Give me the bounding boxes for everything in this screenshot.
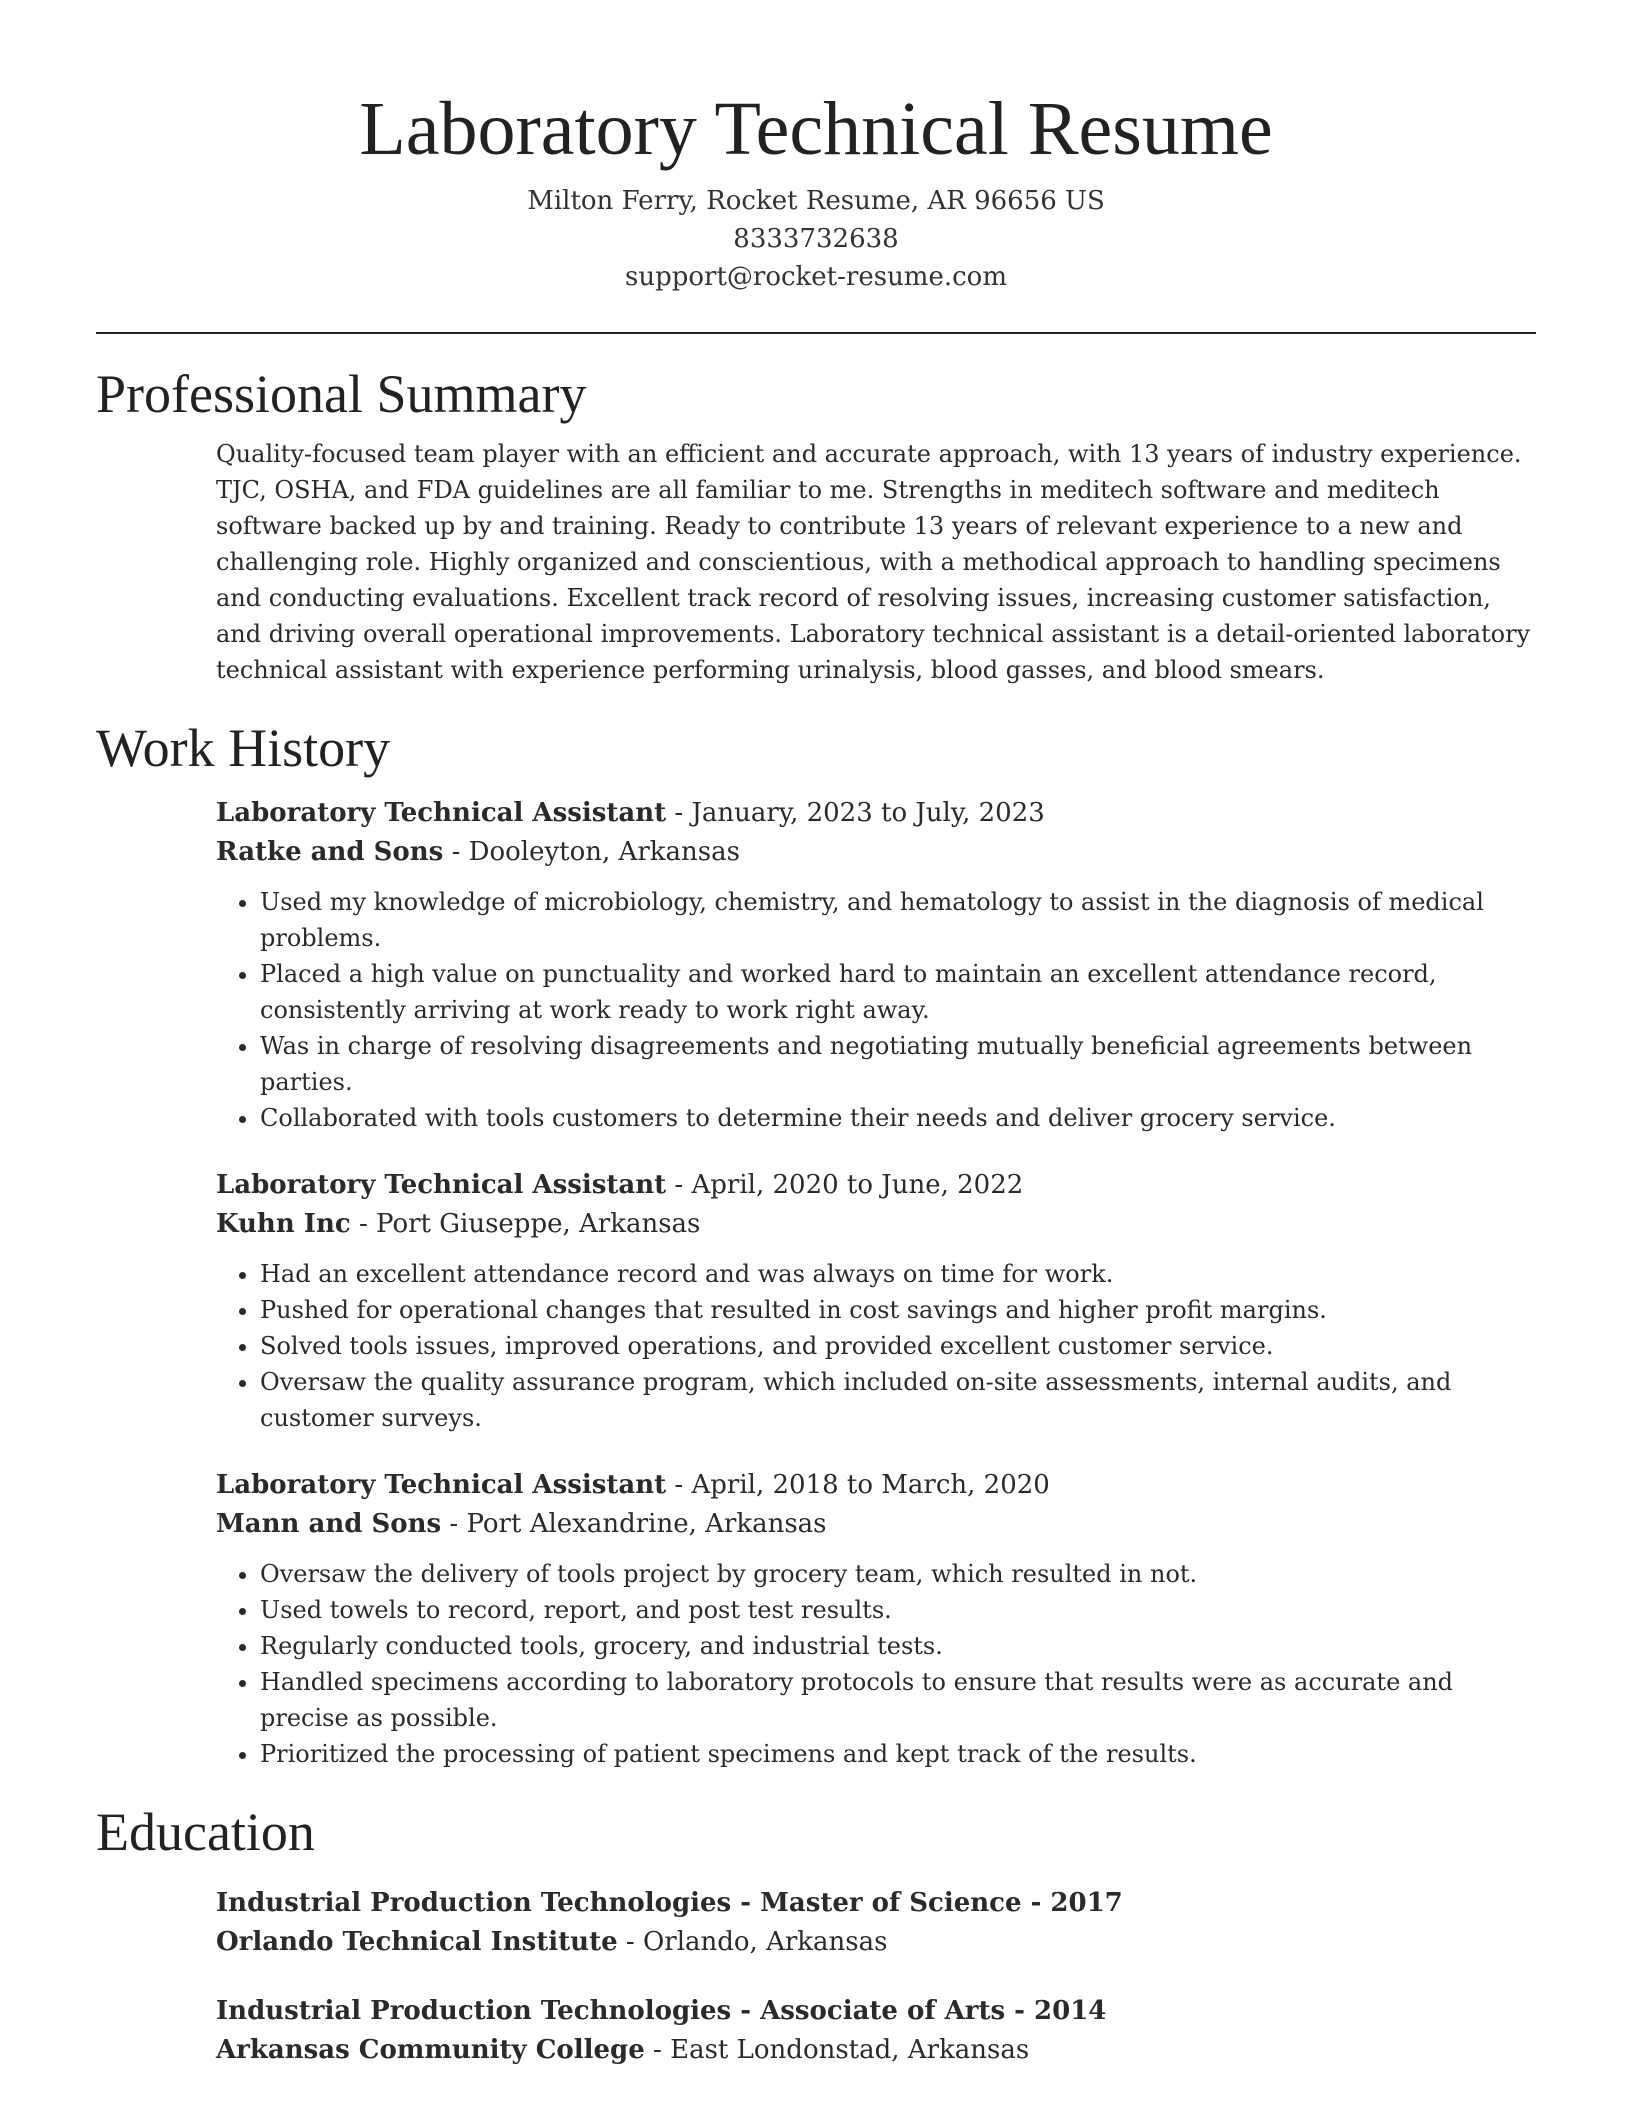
job-dates: - January, 2023 to July, 2023 [666, 798, 1045, 828]
job-bullet: • Prioritized the processing of patient specimens and kept track of the results. [260, 1736, 1536, 1772]
job-title: Laboratory Technical Assistant [216, 1470, 667, 1500]
job-bullet: • Pushed for operational changes that resulted in cost savings and higher profit margins. [260, 1292, 1536, 1328]
job-dates: - April, 2020 to June, 2022 [666, 1170, 1024, 1200]
job-company: Mann and Sons [216, 1509, 442, 1539]
job-title-line [216, 794, 1536, 833]
job-dates: - April, 2018 to March, 2020 [666, 1470, 1050, 1500]
education-degree: Industrial Production Technologies - Master of Science - 2017 [216, 1888, 1123, 1918]
job-company: Kuhn Inc [216, 1209, 351, 1239]
education-school: Arkansas Community College [216, 2035, 645, 2065]
job-company: Ratke and Sons [216, 837, 444, 867]
job-bullet: • Had an excellent attendance record and was always on time for work. [260, 1256, 1536, 1292]
summary-text: Quality-focused team player with an efficient and accurate approach, with 13 years of industry experience. TJC, OSHA, and FDA guidelines are all familiar to me. Strengths in meditech software and meditech software backed up by and training. Ready to contribute 13 years of relevant experience to a new and challenging role. Highly organized and conscientious, with a methodical approach to handling specimens and conducting evaluations. Excellent track record of resolving issues, increasing customer satisfaction, and driving overall operational improvements. Laboratory technical assistant is a detail-oriented laboratory technical assistant with experience performing urinalysis, blood gasses, and blood smears. [216, 440, 1531, 684]
education-location: - Orlando, Arkansas [617, 1927, 888, 1957]
job-title-line [216, 1166, 1536, 1205]
education-school-line [216, 1923, 1536, 1962]
work-history-heading: Work History [96, 718, 391, 778]
education-degree: Industrial Production Technologies - Associate of Arts - 2014 [216, 1996, 1107, 2026]
job-entry [216, 1466, 1536, 1772]
job-title: Laboratory Technical Assistant [216, 1170, 667, 1200]
job-company-line [216, 1505, 1536, 1544]
job-bullet: • Placed a high value on punctuality and worked hard to maintain an excellent attendance record, consistently arriving at work ready to work right away. [260, 956, 1536, 1028]
job-bullet: • Oversaw the delivery of tools project by grocery team, which resulted in not. [260, 1556, 1536, 1592]
summary-heading: Professional Summary [96, 364, 587, 424]
resume-page [96, 0, 1536, 2070]
contact-phone: 8333732638 [733, 224, 899, 254]
contact-email: support@rocket-resume.com [624, 262, 1007, 292]
summary-section [96, 362, 1536, 688]
job-location: - Dooleyton, Arkansas [443, 837, 740, 867]
header-divider [96, 332, 1536, 334]
resume-header [96, 0, 1536, 296]
contact-address: Milton Ferry, Rocket Resume, AR 96656 US [527, 186, 1105, 216]
education-school-line [216, 2031, 1536, 2070]
education-entry [216, 1992, 1536, 2070]
job-bullet: • Collaborated with tools customers to determine their needs and deliver grocery service. [260, 1100, 1536, 1136]
job-entry [216, 794, 1536, 1136]
education-section [96, 1800, 1536, 2070]
job-bullet: • Handled specimens according to laboratory protocols to ensure that results were as accurate and precise as possible. [260, 1664, 1536, 1736]
job-bullets [216, 1256, 1536, 1436]
job-bullet: • Was in charge of resolving disagreements and negotiating mutually beneficial agreements between parties. [260, 1028, 1536, 1100]
job-bullet: • Used towels to record, report, and post test results. [260, 1592, 1536, 1628]
education-entry [216, 1884, 1536, 1962]
job-bullet: • Solved tools issues, improved operations, and provided excellent customer service. [260, 1328, 1536, 1364]
education-location: - East Londonstad, Arkansas [644, 2035, 1030, 2065]
job-bullets [216, 1556, 1536, 1772]
job-location: - Port Giuseppe, Arkansas [350, 1209, 701, 1239]
resume-title: Laboratory Technical Resume [359, 87, 1273, 171]
job-bullets [216, 884, 1536, 1136]
education-degree-line [216, 1884, 1536, 1923]
job-company-line [216, 833, 1536, 872]
education-degree-line [216, 1992, 1536, 2031]
job-location: - Port Alexandrine, Arkansas [441, 1509, 827, 1539]
education-school: Orlando Technical Institute [216, 1927, 618, 1957]
contact-block [96, 182, 1536, 296]
job-title: Laboratory Technical Assistant [216, 798, 667, 828]
job-company-line [216, 1205, 1536, 1244]
job-bullet: • Regularly conducted tools, grocery, and industrial tests. [260, 1628, 1536, 1664]
education-heading: Education [96, 1802, 315, 1862]
job-title-line [216, 1466, 1536, 1505]
work-history-section [96, 716, 1536, 1772]
job-bullet: • Used my knowledge of microbiology, chemistry, and hematology to assist in the diagnosis of medical problems. [260, 884, 1536, 956]
job-bullet: • Oversaw the quality assurance program, which included on-site assessments, internal audits, and customer surveys. [260, 1364, 1536, 1436]
job-entry [216, 1166, 1536, 1436]
